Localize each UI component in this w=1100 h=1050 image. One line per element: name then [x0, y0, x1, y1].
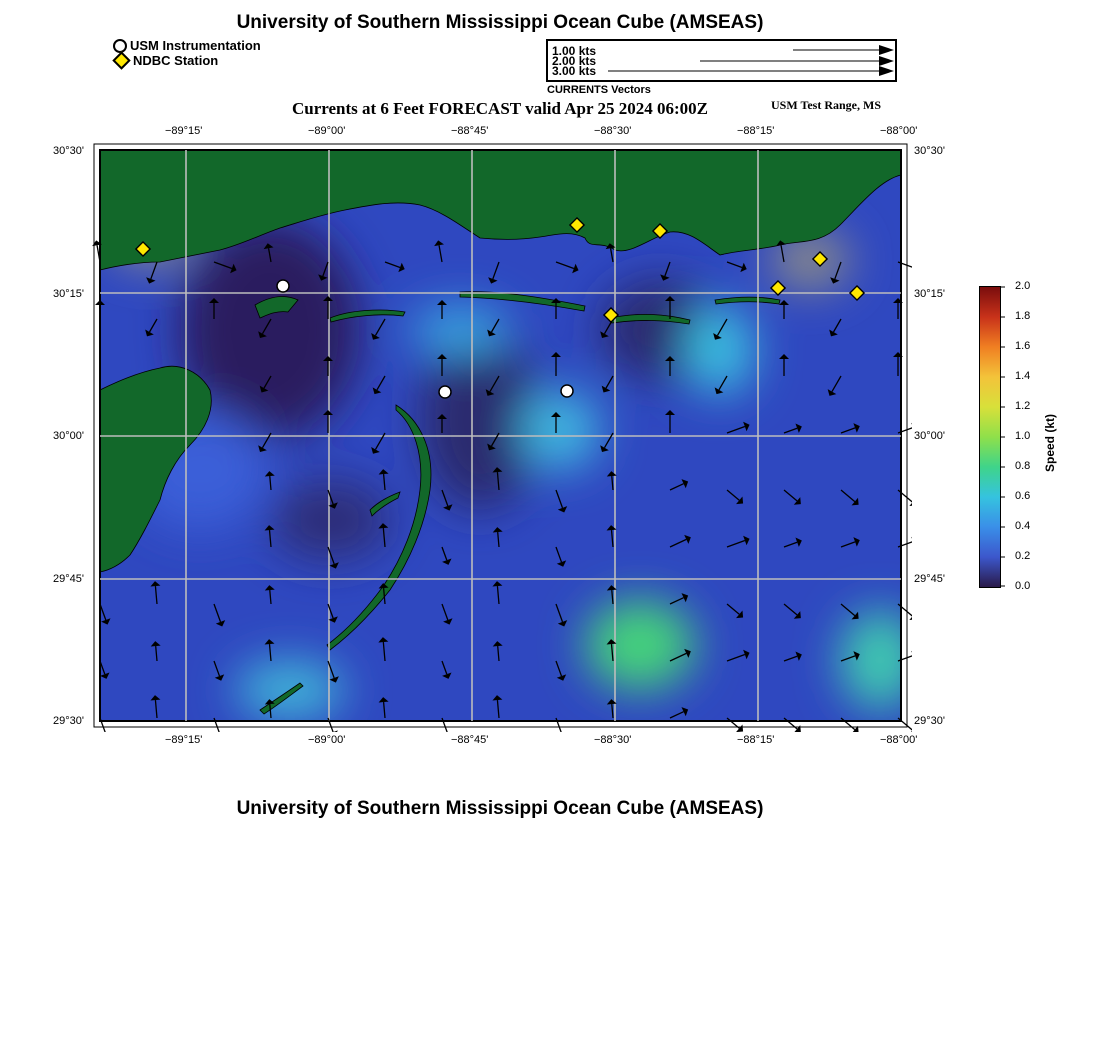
- lat-label-right: 29°45': [914, 573, 945, 585]
- speed-colorbar: [979, 286, 1001, 588]
- lon-label-bottom: −88°00': [880, 734, 918, 746]
- lat-label-left: 30°30': [53, 145, 84, 157]
- lon-label-bottom: −89°15': [165, 734, 203, 746]
- colorbar-tick-label: 1.4: [1015, 370, 1031, 382]
- lat-label-right: 30°00': [914, 430, 945, 442]
- colorbar-ticks: [1000, 286, 1006, 586]
- lat-label-right: 30°30': [914, 145, 945, 157]
- arrow-icon: [879, 56, 894, 66]
- colorbar-tick-label: 0.8: [1015, 460, 1031, 472]
- map-panel[interactable]: [90, 140, 912, 732]
- lon-label-top: −88°30': [594, 125, 632, 137]
- colorbar-tick-label: 1.0: [1015, 430, 1031, 442]
- range-label: USM Test Range, MS: [771, 98, 882, 112]
- lon-label-bottom: −89°00': [308, 734, 346, 746]
- colorbar-tick-label: 1.8: [1015, 310, 1031, 322]
- colorbar-tick-label: 0.6: [1015, 490, 1031, 502]
- page-title: University of Southern Mississippi Ocean Cube (AMSEAS): [236, 12, 764, 33]
- usm-station-marker[interactable]: [561, 385, 573, 397]
- colorbar-tick-label: 1.2: [1015, 400, 1031, 412]
- arrow-icon: [736, 724, 743, 732]
- colorbar-tick-label: 0.2: [1015, 550, 1031, 562]
- usm-circle-icon: [113, 39, 127, 53]
- map-subtitle: Currents at 6 Feet FORECAST valid Apr 25 2024 06:00Z: [291, 99, 709, 118]
- lon-label-bottom: −88°15': [737, 734, 775, 746]
- lon-label-bottom: −88°45': [451, 734, 489, 746]
- colorbar-tick-label: 0.0: [1015, 580, 1031, 592]
- legend-ndbc: [113, 53, 218, 68]
- lon-label-top: −88°15': [737, 125, 775, 137]
- lon-label-top: −89°15': [165, 125, 203, 137]
- lat-label-left: 29°30': [53, 715, 84, 727]
- lon-label-top: −89°00': [308, 125, 346, 137]
- colorbar-title: Speed (kt): [1043, 414, 1057, 473]
- lat-label-left: 29°45': [53, 573, 84, 585]
- lat-label-right: 30°15': [914, 288, 945, 300]
- lat-label-right: 29°30': [914, 715, 945, 727]
- colorbar-tick-label: 0.4: [1015, 520, 1031, 532]
- vector-scale-caption: CURRENTS Vectors: [547, 84, 651, 96]
- lat-label-left: 30°15': [53, 288, 84, 300]
- scale-arrows: [548, 41, 895, 80]
- vector-scale-box: [546, 39, 897, 82]
- arrow-icon: [879, 66, 894, 76]
- lon-label-top: −88°45': [451, 125, 489, 137]
- legend-usm: [113, 38, 261, 53]
- lon-label-top: −88°00': [880, 125, 918, 137]
- ndbc-diamond-icon: [112, 51, 130, 69]
- colorbar-tick-label: 2.0: [1015, 280, 1031, 292]
- scale-row-2: 2.00 kts: [552, 54, 597, 68]
- lon-label-bottom: −88°30': [594, 734, 632, 746]
- colorbar-tick-label: 1.6: [1015, 340, 1031, 352]
- usm-station-marker[interactable]: [277, 280, 289, 292]
- scale-row-1: 1.00 kts: [552, 44, 597, 58]
- footer-title: University of Southern Mississippi Ocean Cube (AMSEAS): [236, 798, 764, 819]
- scale-row-3: 3.00 kts: [552, 64, 597, 78]
- legend-ndbc-label: NDBC Station: [133, 53, 219, 68]
- lat-label-left: 30°00': [53, 430, 84, 442]
- current-vector: [898, 718, 912, 730]
- usm-station-marker[interactable]: [439, 386, 451, 398]
- arrow-icon: [879, 45, 894, 55]
- legend-usm-label: USM Instrumentation: [130, 38, 261, 53]
